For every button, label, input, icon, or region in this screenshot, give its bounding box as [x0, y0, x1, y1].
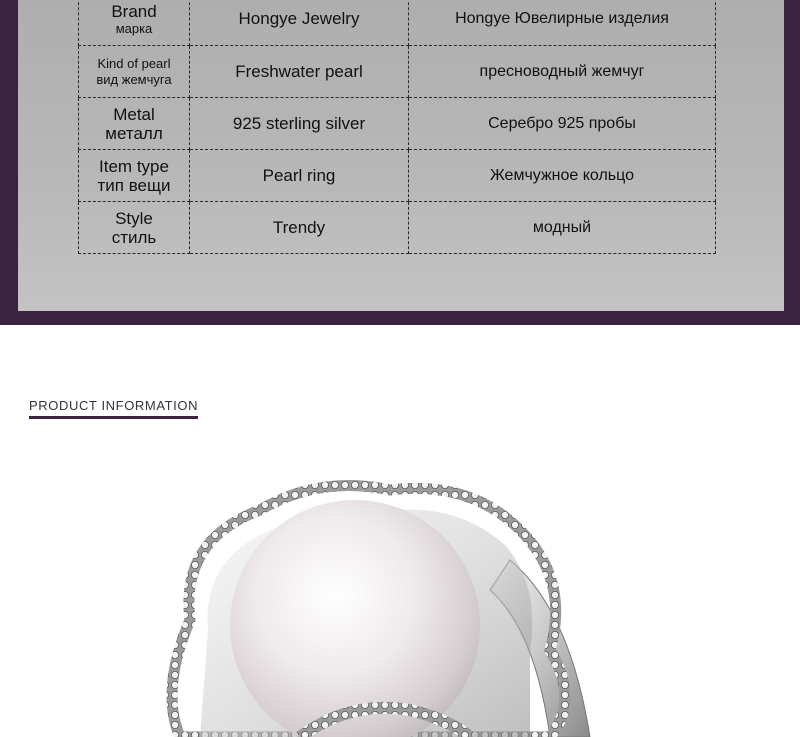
section-heading: PRODUCT INFORMATION: [29, 398, 198, 419]
value-ru: пресноводный жемчуг: [409, 46, 716, 98]
value-en: Pearl ring: [190, 150, 409, 202]
table-row: [79, 0, 716, 46]
value-ru: Жемчужное кольцо: [409, 150, 716, 202]
label-ru: металл: [105, 123, 163, 143]
label-ru: марка: [115, 20, 153, 36]
value-en: Trendy: [190, 202, 409, 254]
value-en: Hongye Jewelry: [190, 0, 409, 46]
label-en: Item type: [99, 156, 169, 176]
label-cell: [79, 0, 190, 46]
label-cell: [79, 46, 190, 98]
value-en: 925 sterling silver: [190, 98, 409, 150]
label-en: Style: [115, 208, 153, 228]
label-ru: стиль: [111, 227, 157, 247]
table-row: [79, 46, 716, 98]
value-ru: Hongye Ювелирные изделия: [409, 0, 716, 46]
label-ru: тип вещи: [97, 175, 171, 195]
label-en: Brand: [111, 1, 157, 21]
label-cell: [79, 150, 190, 202]
value-en: Freshwater pearl: [190, 46, 409, 98]
table-row: [79, 98, 716, 150]
label-cell: [79, 98, 190, 150]
label-en: Kind of pearl: [97, 55, 171, 71]
spec-table: [78, 0, 716, 254]
table-row: [79, 150, 716, 202]
table-row: [79, 202, 716, 254]
value-ru: модный: [409, 202, 716, 254]
pearl-ring-image: [150, 470, 620, 737]
label-cell: [79, 202, 190, 254]
value-ru: Серебро 925 пробы: [409, 98, 716, 150]
label-en: Metal: [113, 104, 155, 124]
label-ru: вид жемчуга: [96, 71, 172, 87]
